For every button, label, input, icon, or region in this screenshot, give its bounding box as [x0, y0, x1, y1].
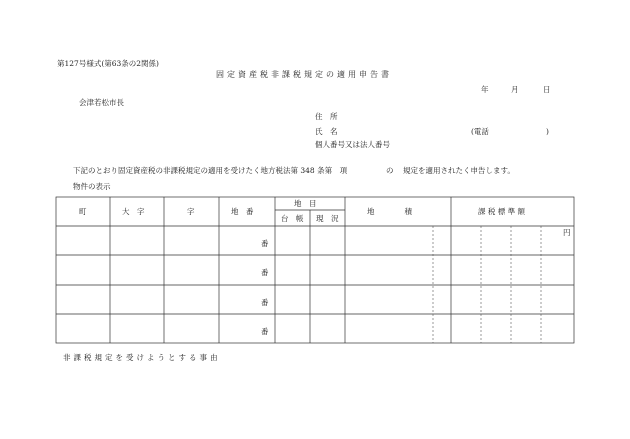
row-3-ban: 番	[261, 298, 269, 307]
header-chiseki: 地 積	[367, 207, 412, 216]
header-kazei: 課 税 標 準 額	[478, 207, 526, 216]
statement-part-a: 下記のとおり固定資産税の非課税規定の適用を受けたく地方税法第 348 条第 項	[73, 166, 348, 175]
row-1-ban: 番	[261, 239, 269, 248]
id-number-label: 個人番号又は法人番号	[315, 140, 390, 149]
name-label: 氏 名	[315, 127, 338, 136]
property-heading: 物件の表示	[73, 182, 111, 191]
form-number: 第127号様式(第63条の2関係)	[57, 59, 159, 68]
header-chiban: 地 番	[231, 207, 254, 216]
header-aza: 字	[187, 207, 195, 216]
header-chimoku: 地 目	[294, 199, 317, 208]
yen-unit: 円	[563, 228, 571, 237]
form-title: 固定資産税非課税規定の適用申告書	[216, 70, 392, 79]
statement-no: の	[386, 166, 394, 175]
reason-label: 非課税規定を受けようとする事由	[63, 353, 221, 362]
addressee: 会津若松市長	[79, 98, 124, 107]
header-daicho: 台 帳	[281, 214, 304, 223]
date-day: 日	[543, 85, 551, 94]
phone-label: (電話	[471, 127, 489, 136]
row-2-ban: 番	[261, 268, 269, 277]
row-4-ban: 番	[261, 327, 269, 336]
date-month: 月	[511, 85, 519, 94]
header-genkyo: 現 況	[316, 214, 339, 223]
header-town: 町	[79, 207, 87, 216]
header-oaza: 大 字	[122, 207, 145, 216]
address-label: 住 所	[315, 112, 338, 121]
phone-close: )	[546, 127, 549, 136]
date-year: 年	[481, 85, 489, 94]
statement-part-b: 規定を適用されたく申告します。	[403, 166, 515, 175]
